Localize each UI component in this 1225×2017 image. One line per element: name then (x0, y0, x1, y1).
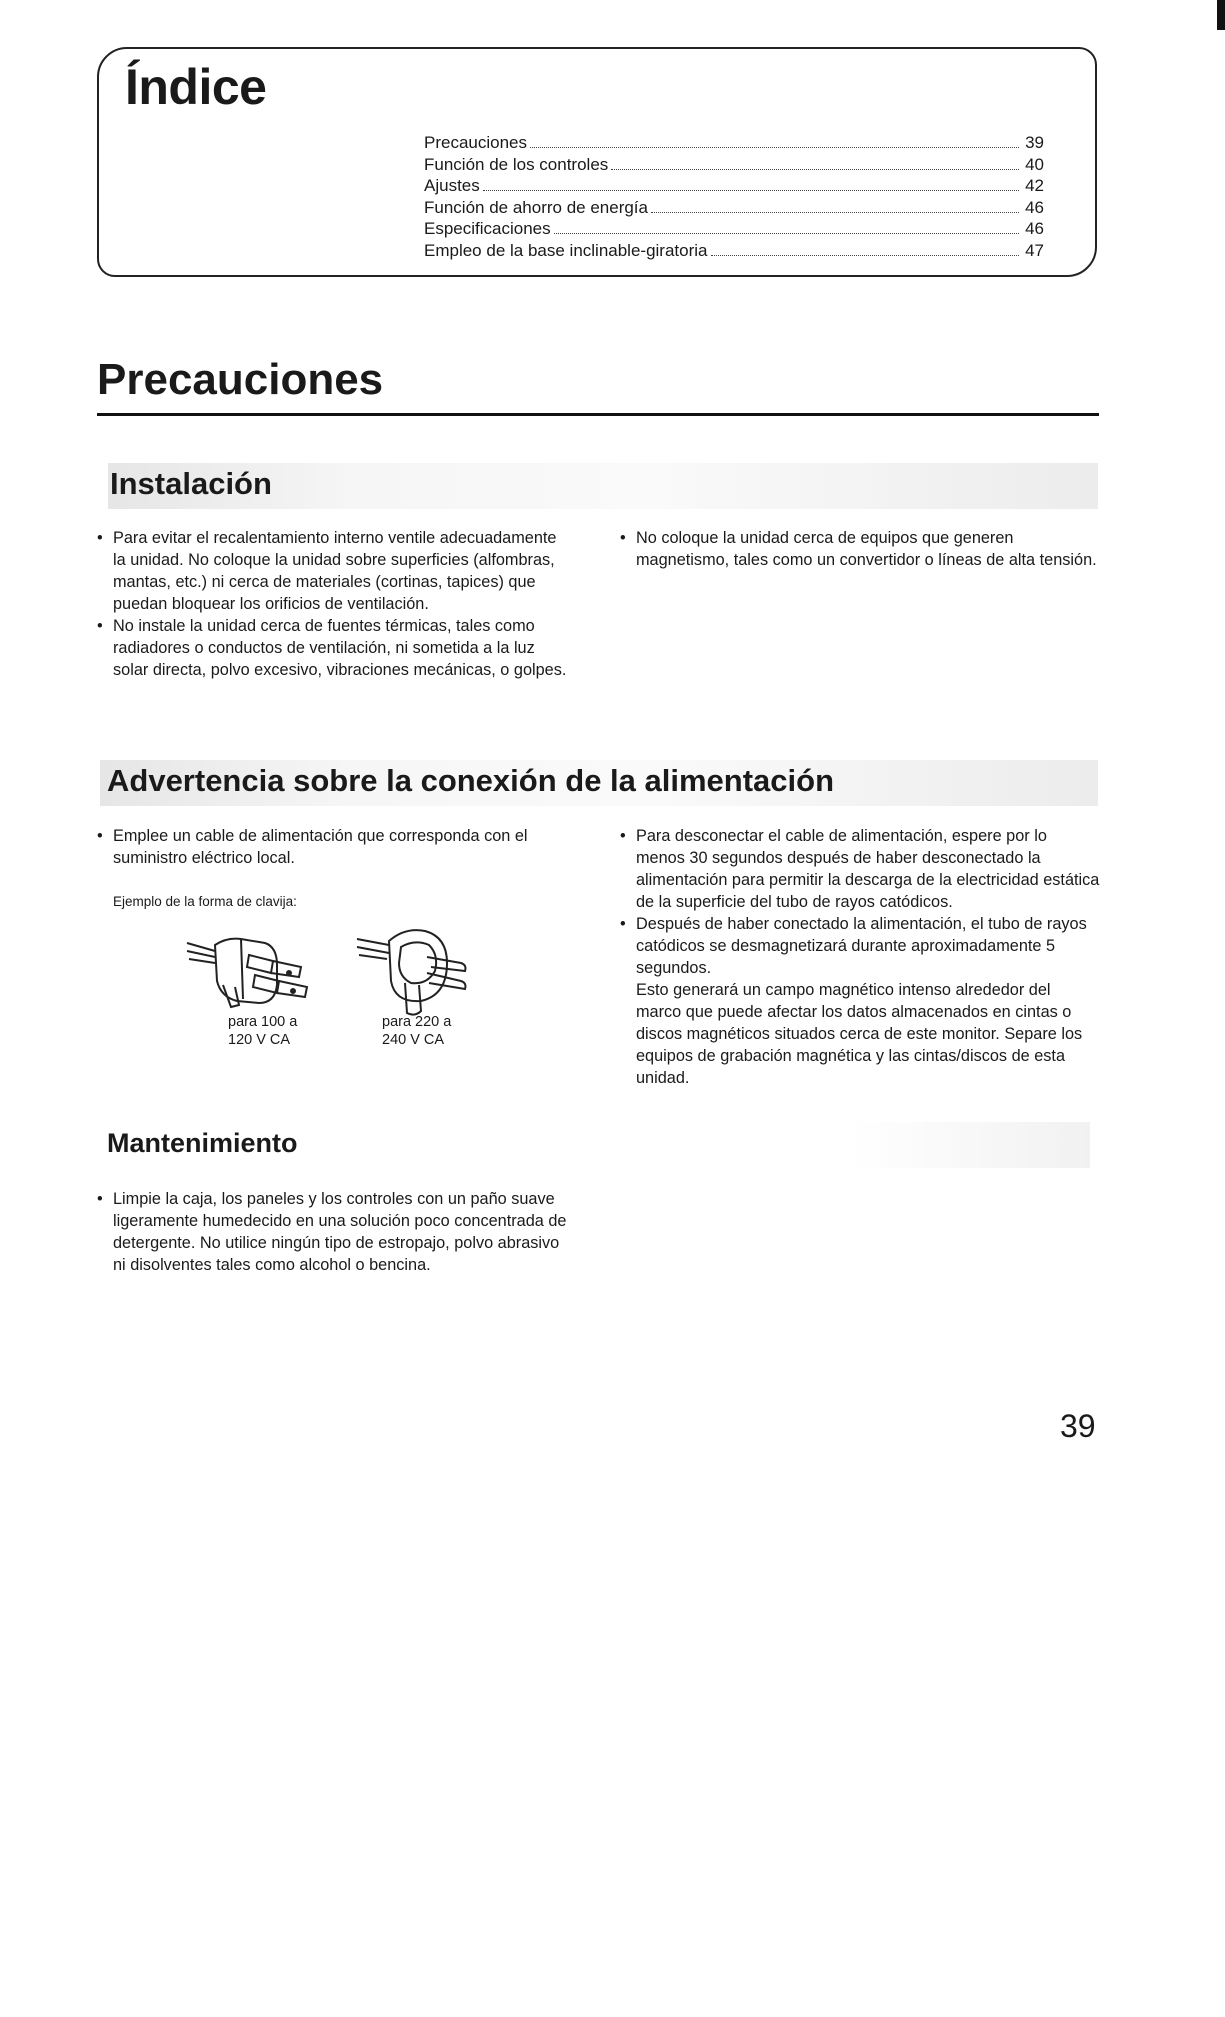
toc-label: Empleo de la base inclinable-giratoria (424, 240, 708, 260)
toc-leader-dots (530, 147, 1019, 148)
plug-us-icon (187, 939, 307, 1007)
instalacion-left-column (97, 527, 567, 681)
instalacion-right-column (620, 527, 1100, 571)
toc-leader-dots (483, 190, 1019, 191)
mantenimiento-heading: Mantenimiento (107, 1128, 298, 1158)
continuation-text: Esto generará un campo magnético intenso alrededor del marco que puede afectar los datos almacenados en cintas o discos magnéticos situados cerca de este monitor. Separe los equipos de grabación magnética y las cintas/discos de esta unidad. (636, 981, 1083, 1087)
index-title: Índice (125, 59, 267, 115)
instalacion-heading: Instalación (110, 466, 272, 501)
page-title: Precauciones (97, 355, 384, 404)
toc-entry (424, 197, 1044, 219)
toc-page: 46 (1025, 219, 1044, 239)
plug-illustration (185, 925, 505, 1025)
edge-tab-mark (1217, 0, 1225, 30)
table-of-contents (424, 132, 1044, 262)
list-item: • No instale la unidad cerca de fuentes térmicas, tales como radiadores o conductos de ventilación, ni sometida a la luz solar directa, polvo excesivo, vibraciones mecánicas, o golpes. (97, 615, 567, 681)
mantenimiento-heading-band (850, 1122, 1090, 1168)
list-item: • Emplee un cable de alimentación que corresponda con el suministro eléctrico local. (97, 825, 577, 869)
toc-entry (424, 240, 1044, 262)
list-item: • Para desconectar el cable de alimentación, espere por lo menos 30 segundos después de haber desconectado la alimentación para permitir la descarga de la electricidad estática de la superficie del tubo de rayos catódicos. (620, 825, 1100, 913)
toc-label: Especificaciones (424, 219, 551, 239)
example-label: Ejemplo de la forma de clavija: (113, 894, 297, 909)
toc-label: Función de los controles (424, 154, 609, 174)
toc-entry (424, 132, 1044, 154)
list-item: • Después de haber conectado la alimentación, el tubo de rayos catódicos se desmagnetizará durante aproximadamente 5 segundos. (620, 913, 1100, 979)
toc-leader-dots (711, 255, 1020, 256)
advertencia-left-column (97, 825, 577, 869)
toc-leader-dots (554, 233, 1019, 234)
toc-page: 39 (1025, 133, 1044, 152)
toc-label: Ajustes (424, 176, 480, 196)
list-item: • Limpie la caja, los paneles y los controles con un paño suave ligeramente humedecido en una solución poco concentrada de detergente. No utilice ningún tipo de estropajo, polvo abrasivo ni disolventes tales como alcohol o bencina. (97, 1188, 567, 1276)
toc-page: 40 (1025, 154, 1044, 174)
list-item: • Para evitar el recalentamiento interno ventile adecuadamente la unidad. No coloque la unidad sobre superficies (alfombras, mantas, etc.) ni cerca de materiales (cortinas, tapices) que puedan bloquear los orificios de ventilación. (97, 527, 567, 615)
plug-eu-icon (357, 930, 466, 1014)
advertencia-right-column (620, 825, 1100, 1089)
toc-page: 42 (1025, 176, 1044, 196)
toc-page: 46 (1025, 197, 1044, 217)
mantenimiento-column (97, 1188, 567, 1276)
toc-label: Función de ahorro de energía (424, 197, 648, 217)
toc-leader-dots (651, 212, 1019, 213)
toc-entry (424, 218, 1044, 240)
toc-entry (424, 154, 1044, 176)
page-number: 39 (1060, 1408, 1096, 1444)
toc-leader-dots (611, 169, 1019, 170)
list-item: • No coloque la unidad cerca de equipos que generen magnetismo, tales como un convertidor o líneas de alta tensión. (620, 527, 1100, 571)
title-rule (97, 413, 1099, 416)
advertencia-heading: Advertencia sobre la conexión de la alimentación (107, 763, 835, 798)
plug2-caption: para 220 a 240 V CA (382, 1014, 452, 1048)
toc-page: 47 (1025, 240, 1044, 260)
toc-entry (424, 175, 1044, 197)
toc-label: Precauciones (424, 133, 528, 152)
plug1-caption: para 100 a 120 V CA (228, 1014, 298, 1048)
